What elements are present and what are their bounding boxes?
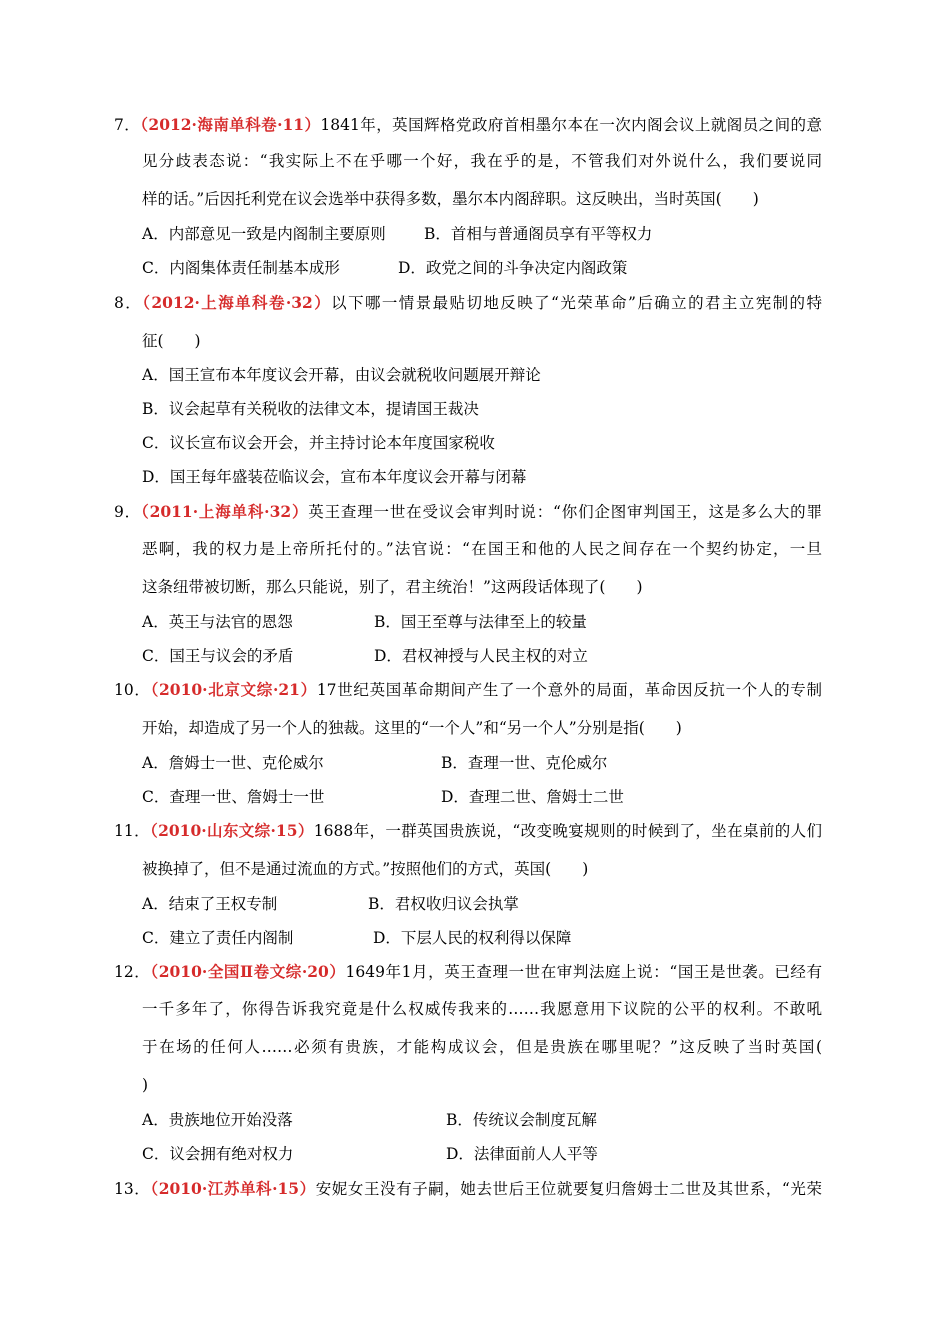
question-text: 以下哪一情景最贴切地反映了“光荣革命”后确立的君主立宪制的特	[331, 294, 822, 312]
question-11-line-2: 被换掉了，但不是通过流血的方式。”按照他们的方式，英国( )	[142, 860, 589, 878]
option-c: C．国王与议会的矛盾	[142, 647, 294, 665]
question-9-line-2: 恶啊，我的权力是上帝所托付的。”法官说：“在国王和他的人民之间存在一个契约协定，一旦	[142, 540, 822, 558]
option-d: D．君权神授与人民主权的对立	[374, 647, 588, 665]
option-c: C．议长宣布议会开会，并主持讨论本年度国家税收	[142, 434, 495, 452]
option-a: A．国王宣布本年度议会开幕，由议会就税收问题展开辩论	[142, 366, 541, 384]
question-13-line-1	[114, 1178, 822, 1200]
question-number: 7．	[114, 116, 141, 134]
question-text: 安妮女王没有子嗣，她去世后王位就要复归詹姆士二世及其世系，“光荣	[315, 1180, 822, 1198]
option-d: D．法律面前人人平等	[446, 1145, 598, 1163]
question-7-line-2: 见分歧表态说：“我实际上不在乎哪一个好，我在乎的是，不管我们对外说什么，我们要说同	[142, 152, 822, 170]
option-a: A．内部意见一致是内阁制主要原则	[142, 225, 386, 243]
option-b: B．查理一世、克伦威尔	[441, 754, 608, 772]
question-source: （2010·江苏单科·15）	[150, 1179, 316, 1198]
question-12-line-4: )	[142, 1076, 149, 1094]
question-9-line-1	[114, 501, 822, 523]
question-7-line-1	[114, 114, 822, 136]
option-c: C．查理一世、詹姆士一世	[142, 788, 325, 806]
option-a: A．英王与法官的恩怨	[142, 613, 293, 631]
question-11-line-1	[114, 820, 822, 842]
option-d: D．查理二世、詹姆士二世	[441, 788, 624, 806]
question-source: （2010·全国Ⅱ卷文综·20）	[150, 962, 346, 981]
question-10-line-2: 开始，却造成了另一个人的独裁。这里的“一个人”和“另一个人”分别是指( )	[142, 719, 682, 737]
question-source: （2010·山东文综·15）	[149, 821, 314, 840]
option-c: C．建立了责任内阁制	[142, 929, 294, 947]
question-number: 10．	[114, 681, 151, 699]
question-text: 1688年，一群英国贵族说，“改变晚宴规则的时候到了，坐在桌前的人们	[313, 822, 822, 840]
option-c: C．议会拥有绝对权力	[142, 1145, 294, 1163]
question-12-line-3: 于在场的任何人……必须有贵族，才能构成议会，但是贵族在哪里呢？”这反映了当时英国(	[142, 1038, 822, 1056]
question-text: 17世纪英国革命期间产生了一个意外的局面，革命因反抗一个人的专制	[316, 681, 822, 699]
question-number: 12．	[114, 963, 151, 981]
question-7-line-3: 样的话。”后因托利党在议会选举中获得多数，墨尔本内阁辞职。这反映出，当时英国( )	[142, 190, 759, 208]
question-10-line-1	[114, 679, 822, 701]
option-d: D．下层人民的权利得以保障	[373, 929, 572, 947]
option-c: C．内阁集体责任制基本成形	[142, 259, 340, 277]
question-number: 13．	[114, 1180, 151, 1198]
option-d: D．政党之间的斗争决定内阁政策	[398, 259, 628, 277]
option-a: A．结束了王权专制	[142, 895, 278, 913]
question-source: （2012·海南单科卷·11）	[140, 115, 321, 134]
question-text: 1841年，英国辉格党政府首相墨尔本在一次内阁会议上就阁员之间的意	[320, 116, 822, 134]
option-b: B．首相与普通阁员享有平等权力	[424, 225, 653, 243]
option-b: B．传统议会制度瓦解	[446, 1111, 597, 1129]
option-b: B．君权收归议会执掌	[368, 895, 519, 913]
question-number: 8．	[114, 294, 143, 312]
option-d: D．国王每年盛装莅临议会，宣布本年度议会开幕与闭幕	[142, 468, 527, 486]
question-number: 11．	[114, 822, 150, 840]
question-source: （2010·北京文综·21）	[150, 680, 317, 699]
question-number: 9．	[114, 503, 141, 521]
question-text: 1649年1月，英王查理一世在审判法庭上说：“国王是世袭。已经有	[345, 963, 822, 981]
question-12-line-2: 一千多年了，你得告诉我究竟是什么权威传我来的……我愿意用下议院的公平的权利。不敢吼	[142, 1000, 822, 1018]
option-b: B．国王至尊与法律至上的较量	[374, 613, 587, 631]
question-source: （2012·上海单科卷·32）	[142, 293, 332, 312]
question-text: 英王查理一世在受议会审判时说：“你们企图审判国王，这是多么大的罪	[308, 503, 822, 521]
question-8-line-2: 征( )	[142, 332, 201, 350]
option-a: A．詹姆士一世、克伦威尔	[142, 754, 324, 772]
question-12-line-1	[114, 961, 822, 983]
option-b: B．议会起草有关税收的法律文本，提请国王裁决	[142, 400, 479, 418]
question-9-line-3: 这条纽带被切断，那么只能说，别了，君主统治！”这两段话体现了( )	[142, 578, 643, 596]
option-a: A．贵族地位开始没落	[142, 1111, 293, 1129]
question-8-line-1	[114, 292, 822, 314]
question-source: （2011·上海单科·32）	[141, 502, 309, 521]
